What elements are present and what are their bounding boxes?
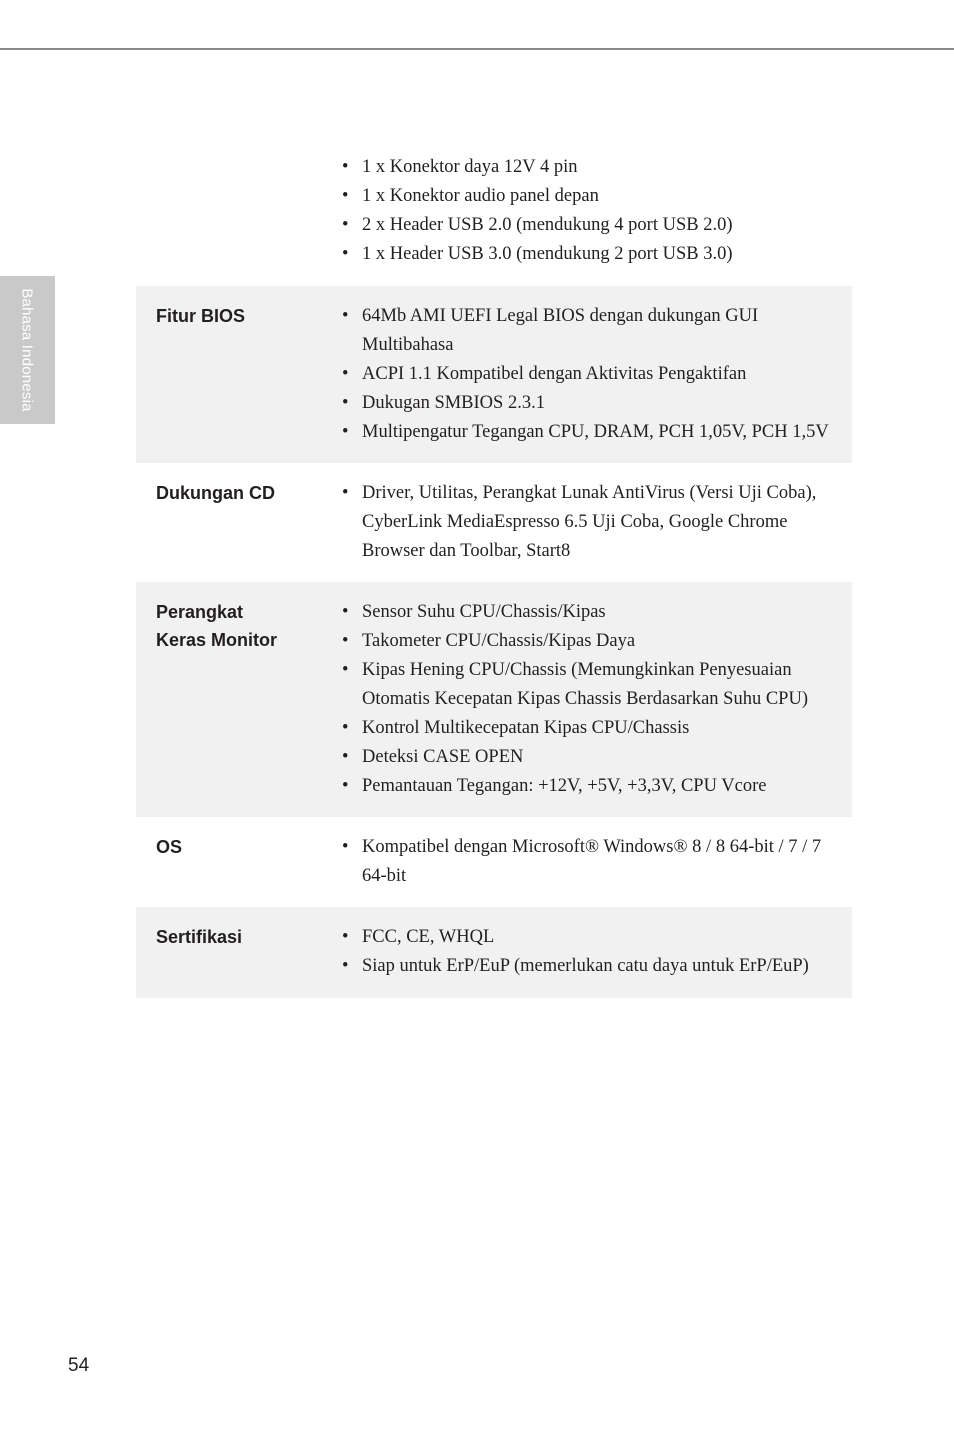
spec-item: • Kompatibel dengan Microsoft® Windows® 8 / 8 64-bit / 7 / 7 64-bit (342, 833, 852, 891)
spec-label-text: OS (156, 837, 183, 857)
page-number: 54 (68, 1355, 90, 1376)
spec-item: • Driver, Utilitas, Perangkat Lunak AntiVirus (Versi Uji Coba), CyberLink MediaEspresso 6.5 Uji Coba, Google Chrome Browser dan Toolbar, Start8 (342, 479, 852, 566)
spec-item: • Dukugan SMBIOS 2.3.1 (342, 389, 852, 418)
spec-row-bios (136, 286, 852, 463)
spec-item: • Sensor Suhu CPU/Chassis/Kipas (342, 598, 852, 627)
spec-item: • 64Mb AMI UEFI Legal BIOS dengan dukungan GUI Multibahasa (342, 302, 852, 360)
spec-label (136, 302, 342, 447)
spec-row-certification (136, 907, 852, 998)
spec-item: • 2 x Header USB 2.0 (mendukung 4 port USB 2.0) (342, 211, 852, 240)
spec-list (342, 598, 852, 801)
spec-label (136, 598, 342, 801)
spec-label (136, 923, 342, 981)
spec-list (342, 153, 852, 269)
spec-row-os (136, 817, 852, 907)
spec-row-hardware-monitor (136, 582, 852, 817)
spec-label-text: Fitur BIOS (156, 306, 245, 326)
spec-item: • Multipengatur Tegangan CPU, DRAM, PCH 1,05V, PCH 1,5V (342, 418, 852, 447)
spec-item: • Pemantauan Tegangan: +12V, +5V, +3,3V, CPU Vcore (342, 772, 852, 801)
spec-label-text: Keras Monitor (156, 630, 278, 650)
spec-item: • 1 x Konektor daya 12V 4 pin (342, 153, 852, 182)
side-tab-label: Bahasa Indonesia (18, 288, 36, 412)
spec-label (136, 153, 342, 269)
spec-label-text: Perangkat (156, 602, 244, 622)
spec-label-text: Dukungan CD (156, 483, 275, 503)
spec-item: • Kipas Hening CPU/Chassis (Memungkinkan Penyesuaian Otomatis Kecepatan Kipas Chassis Berdasarkan Suhu CPU) (342, 656, 852, 714)
spec-list (342, 302, 852, 447)
header-rule (0, 48, 954, 50)
spec-item: • Siap untuk ErP/EuP (memerlukan catu daya untuk ErP/EuP) (342, 952, 852, 981)
spec-item: • 1 x Konektor audio panel depan (342, 182, 852, 211)
spec-row-cd-support (136, 463, 852, 582)
spec-list (342, 923, 852, 981)
spec-row-connectors-continued (136, 152, 852, 286)
spec-item: • Takometer CPU/Chassis/Kipas Daya (342, 627, 852, 656)
spec-list (342, 479, 852, 566)
spec-item: • Kontrol Multikecepatan Kipas CPU/Chassis (342, 714, 852, 743)
spec-label (136, 833, 342, 891)
spec-item: • ACPI 1.1 Kompatibel dengan Aktivitas Pengaktifan (342, 360, 852, 389)
spec-item: • Deteksi CASE OPEN (342, 743, 852, 772)
spec-item: • 1 x Header USB 3.0 (mendukung 2 port USB 3.0) (342, 240, 852, 269)
spec-table (136, 152, 852, 998)
language-side-tab (0, 276, 55, 424)
spec-label-text: Sertifikasi (156, 927, 243, 947)
spec-label (136, 479, 342, 566)
spec-item: • FCC, CE, WHQL (342, 923, 852, 952)
spec-list (342, 833, 852, 891)
